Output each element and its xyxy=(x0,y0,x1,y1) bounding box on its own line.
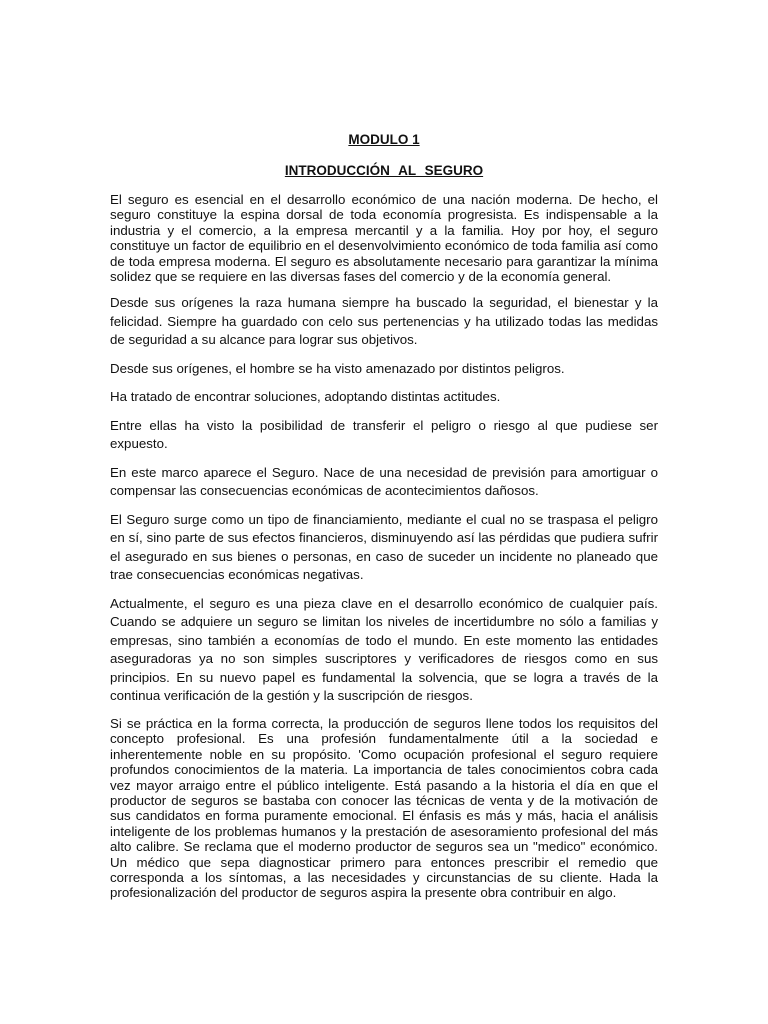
module-heading: MODULO 1 xyxy=(348,132,420,147)
paragraph-9: Si se práctica en la forma correcta, la producción de seguros llene todos los requisitos del concepto profesional. Es una profesión fundamentalmente útil a la sociedad e inherentemente noble en su propósito. 'Como ocupación profesional el seguro requiere profundos conocimientos de la materia. La importancia de tales conocimientos cobra cada vez mayor arraigo entre el público inteligente. Está pasando a la historia el día en que el productor de seguros se bastaba con conocer las técnicas de venta y de la motivación de sus candidatos en forma puramente emocional. El énfasis es más y más, hacia el análisis inteligente de los problemas humanos y la prestación de asesoramiento profesional del más alto calibre. Se reclama que el moderno productor de seguros sea un "medico" económico. Un médico que sepa diagnosticar primero para entonces prescribir el remedio que corresponda a los síntomas, a las necesidades y circunstancias de su cliente. Hada la profesionalización del productor de seguros aspira la presente obra contribuir en algo. xyxy=(110,715,658,901)
paragraph-5: Entre ellas ha visto la posibilidad de transferir el peligro o riesgo al que pudiese ser expuesto. xyxy=(110,417,658,452)
paragraph-1: El seguro es esencial en el desarrollo económico de una nación moderna. De hecho, el seguro constituye la espina dorsal de toda economía progresista. Es indispensable a la industria y el comercio, a la empresa mercantil y a la familia. Hoy por hoy, el seguro constituye un factor de equilibrio en el desenvolvimiento económico de toda familia así como de toda empresa moderna. El seguro es absolutamente necesario para garantizar la mínima solidez que se requiere en las diversas fases del comercio y de la economía general. xyxy=(110,192,658,285)
paragraph-3: Desde sus orígenes, el hombre se ha visto amenazado por distintos peligros. xyxy=(110,360,565,376)
paragraph-6: En este marco aparece el Seguro. Nace de una necesidad de previsión para amortiguar o compensar las consecuencias económicas de acontecimientos dañosos. xyxy=(110,464,658,499)
document-title: INTRODUCCIÓN AL SEGURO xyxy=(284,163,484,178)
paragraph-4: Ha tratado de encontrar soluciones, adoptando distintas actitudes. xyxy=(110,389,501,405)
paragraph-7: El Seguro surge como un tipo de financiamiento, mediante el cual no se traspasa el peligro en sí, sino parte de sus efectos financieros, disminuyendo así las pérdidas que pudiera sufrir el asegurado en sus bienes o personas, en caso de suceder un incidente no planeado que trae consecuencias económicas negativas. xyxy=(110,511,658,583)
document-page xyxy=(110,132,658,911)
paragraph-2: Desde sus orígenes la raza humana siempre ha buscado la seguridad, el bienestar y la felicidad. Siempre ha guardado con celo sus pertenencias y ha utilizado todas las medidas de seguridad a su alcance para lograr sus objetivos. xyxy=(110,295,658,348)
paragraph-8: Actualmente, el seguro es una pieza clave en el desarrollo económico de cualquier país. Cuando se adquiere un seguro se limitan los niveles de incertidumbre no sólo a familias y empresas, sino también a economías de todo el mundo. En este momento las entidades aseguradoras ya no son simples suscriptores y verificadores de riesgos como en sus principios. En su nuevo papel es fundamental la solvencia, que se logra a través de la continua verificación de la gestión y la suscripción de riesgos. xyxy=(110,595,658,704)
